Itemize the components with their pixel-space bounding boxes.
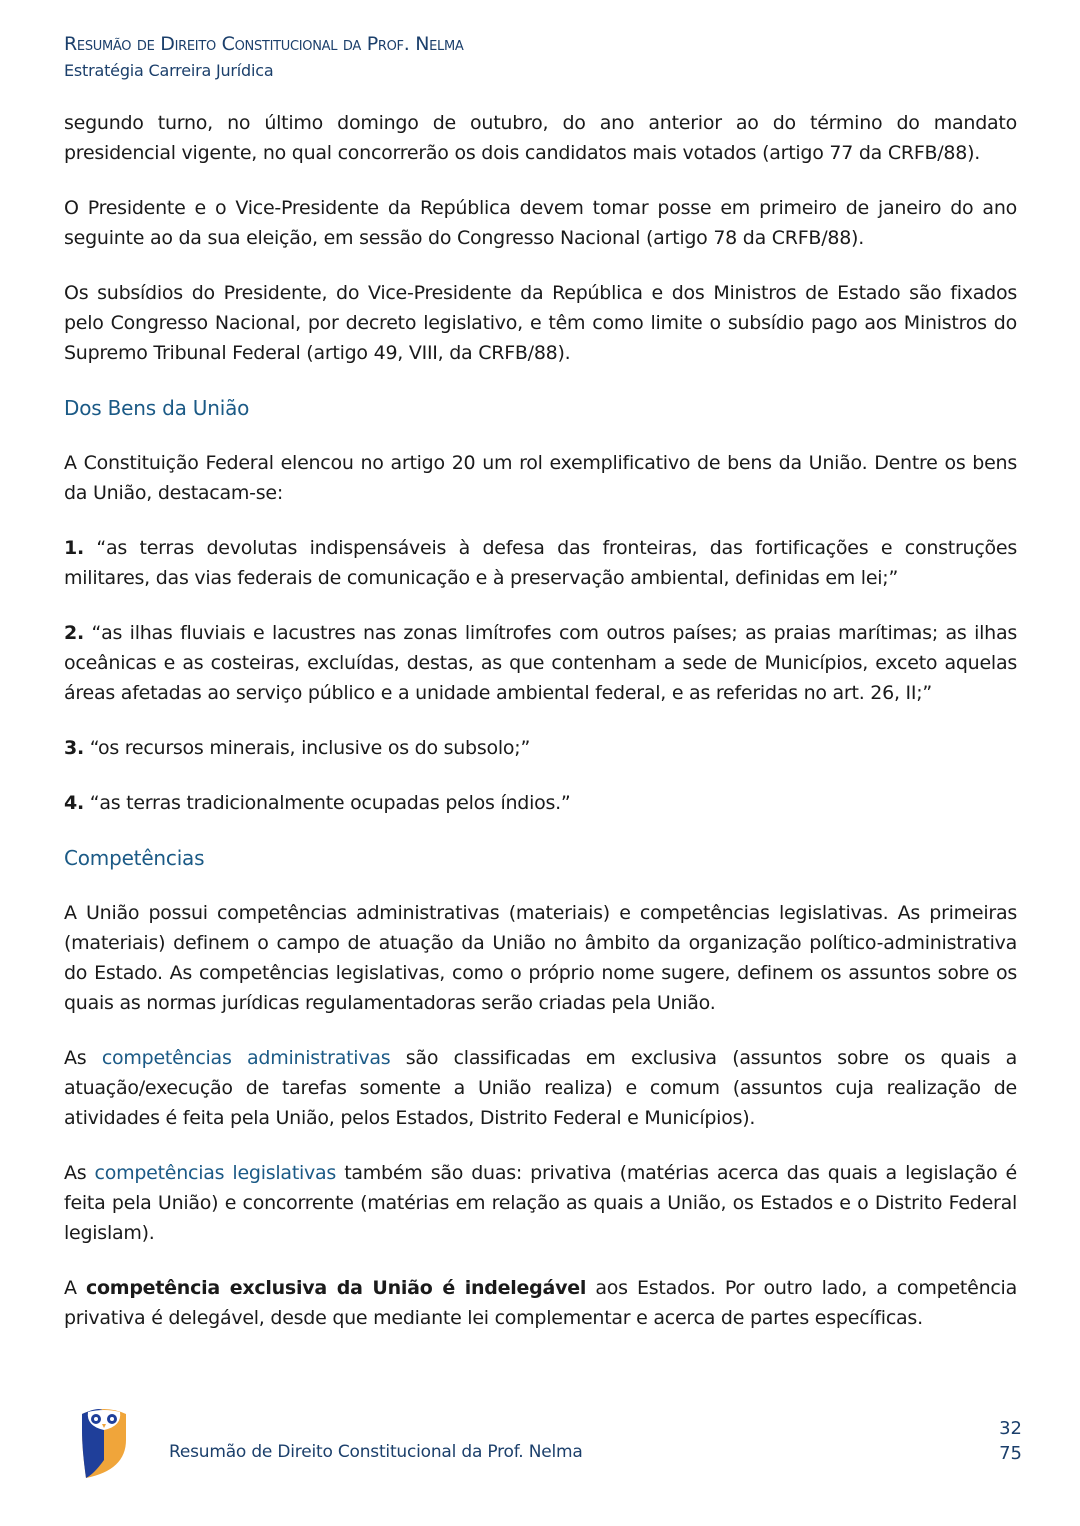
paragraph: A União possui competências administrativas (materiais) e competências legislativas. As primeiras (materiais) definem o campo de atuação da União no âmbito da organização político-administrativa do Estado. As competências legislativas, como o próprio nome sugere, definem os assuntos sobre os quais as normas jurídicas regulamentadoras serão criadas pela União. — [64, 902, 1017, 1014]
header-subtitle: Estratégia Carreira Jurídica — [64, 61, 274, 80]
text-run: são classificadas em exclusiva (assuntos sobre os quais a atuação/execução de tarefas somente a União realiza) e comum (assuntos cuja realização de atividades é feita pela União, pelos Estados, Distrito Federal e Municípios). — [64, 1047, 1018, 1129]
section-heading: Dos Bens da União — [64, 396, 250, 420]
list-item — [64, 788, 1017, 818]
list-number: 1. — [64, 537, 84, 559]
paragraph — [64, 1158, 1017, 1248]
paragraph: A Constituição Federal elencou no artigo 20 um rol exemplificativo de bens da União. Dentre os bens da União, destacam-se: — [64, 452, 1017, 504]
page-header — [64, 30, 1024, 84]
current-page: 32 — [999, 1418, 1022, 1439]
list-text: “os recursos minerais, inclusive os do subsolo;” — [83, 737, 531, 759]
paragraph: segundo turno, no último domingo de outubro, do ano anterior ao do término do mandato presidencial vigente, no qual concorrerão os dois candidatos mais votados (artigo 77 da CRFB/88). — [64, 112, 1017, 164]
list-item — [64, 533, 1017, 593]
bold-term: competência exclusiva da União é indelegável — [85, 1277, 587, 1299]
list-number: 2. — [64, 622, 84, 644]
text-run: As — [64, 1047, 102, 1069]
text-run: também são duas: privativa (matérias acerca das quais a legislação é feita pela União) e concorrente (matérias em relação as quais a União, os Estados e o Distrito Federal legislam). — [64, 1162, 1017, 1244]
header-title: Resumão de Direito Constitucional da Prof. Nelma — [64, 33, 464, 55]
list-number: 4. — [64, 792, 84, 814]
list-text: “as ilhas fluviais e lacustres nas zonas limítrofes com outros países; as praias marítimas; as ilhas oceânicas e as costeiras, excluídas, destas, as que contenham a sede de Municípios, exceto aquelas áreas afetadas ao serviço público e a unidade ambiental federal, e as referidas no art. 26, II;” — [64, 622, 1017, 704]
text-run: As — [64, 1162, 95, 1184]
page-number — [950, 1416, 1022, 1466]
list-text: “as terras devolutas indispensáveis à defesa das fronteiras, das fortificações e construções militares, das vias federais de comunicação e à preservação ambiental, definidas em lei;” — [64, 537, 1017, 589]
highlight-term: competências administrativas — [101, 1047, 391, 1069]
footer-text: Resumão de Direito Constitucional da Prof. Nelma — [169, 1442, 583, 1462]
list-item — [64, 733, 1017, 763]
text-run: aos Estados. Por outro lado, a competência privativa é delegável, desde que mediante lei complementar e acerca de partes específicas. — [64, 1277, 1017, 1329]
paragraph: O Presidente e o Vice-Presidente da República devem tomar posse em primeiro de janeiro do ano seguinte ao da sua eleição, em sessão do Congresso Nacional (artigo 78 da CRFB/88). — [64, 197, 1017, 249]
list-item — [64, 618, 1017, 708]
paragraph — [64, 1043, 1017, 1133]
section-heading: Competências — [64, 846, 205, 870]
paragraph — [64, 1273, 1017, 1333]
document-body — [64, 108, 1017, 1358]
paragraph: Os subsídios do Presidente, do Vice-Presidente da República e dos Ministros de Estado são fixados pelo Congresso Nacional, por decreto legislativo, e têm como limite o subsídio pago aos Ministros do Supremo Tribunal Federal (artigo 49, VIII, da CRFB/88). — [64, 282, 1017, 364]
highlight-term: competências legislativas — [94, 1162, 337, 1184]
owl-logo-icon — [80, 1400, 128, 1480]
list-text: “as terras tradicionalmente ocupadas pelos índios.” — [83, 792, 571, 814]
total-pages: 75 — [999, 1443, 1022, 1464]
text-run: A — [64, 1277, 86, 1299]
list-number: 3. — [64, 737, 84, 759]
